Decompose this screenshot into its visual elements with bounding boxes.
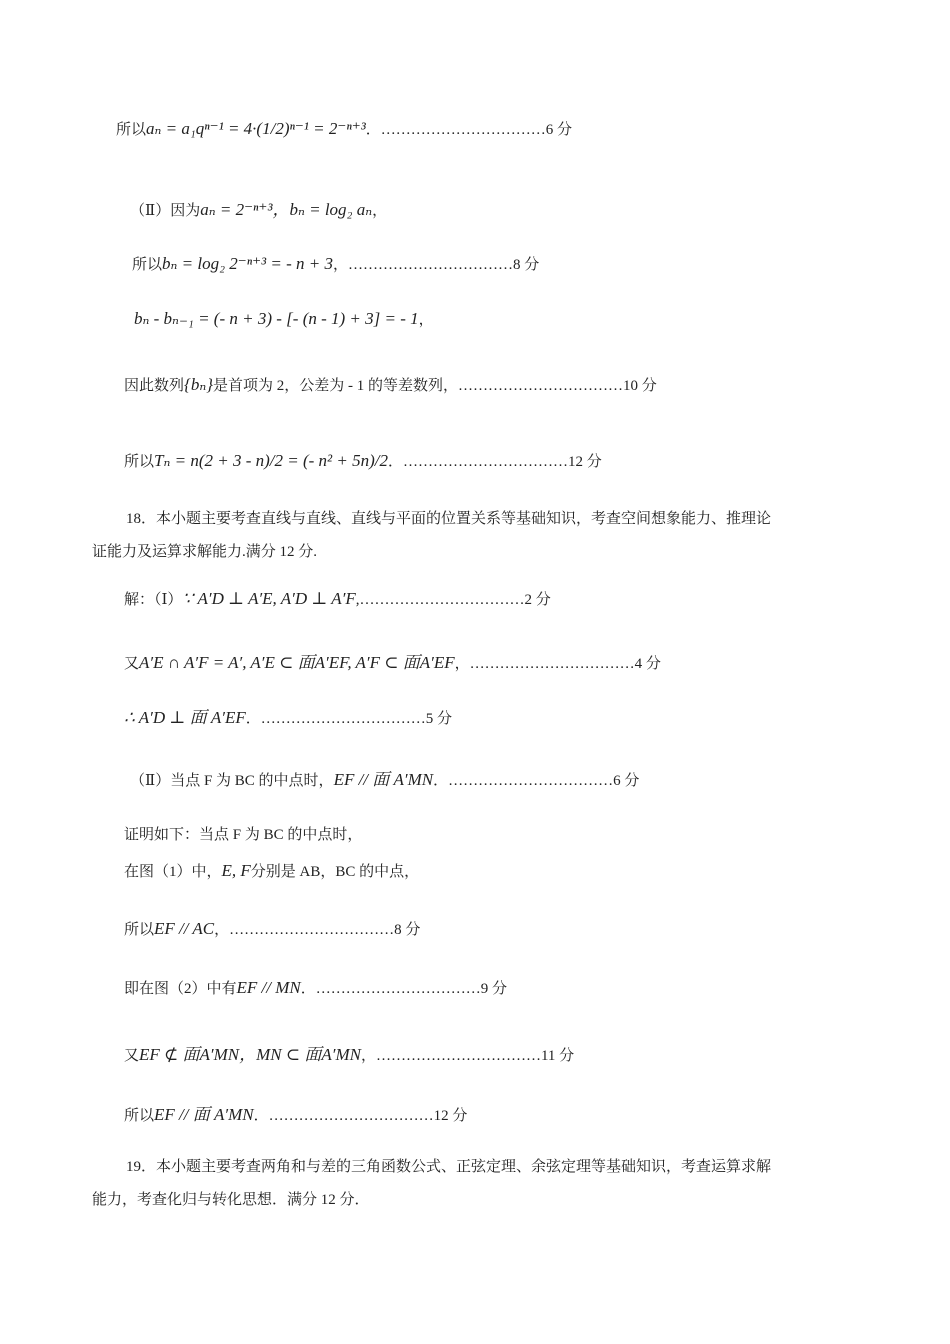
math-bn-diff: bₙ - bₙ₋₁ = (- n + 3) - [- (n - 1) + 3] = - 1	[134, 309, 419, 328]
line-ef-parallel-ac: 所以EF // AC，……………………………8 分	[124, 919, 421, 938]
math-tn: Tₙ = n(2 + 3 - n)/2 = (- n² + 5n)/2	[154, 451, 389, 470]
line-not-in-plane: 又EF ⊄ 面A′MN，MN ⊂ 面A′MN，……………………………11 分	[124, 1045, 575, 1064]
math-ef-ac: EF // AC	[154, 919, 215, 938]
line-figure1: 在图（1）中，E, F分别是 AB，BC 的中点，	[124, 861, 420, 880]
math-ef-points: E, F	[221, 861, 251, 880]
line-part2-midpoint: （Ⅱ）当点 F 为 BC 的中点时，EF // 面 A′MN．……………………………6 分	[130, 770, 640, 789]
line-bn: 所以bₙ = log₂ 2⁻ⁿ⁺³ = - n + 3，……………………………8 分	[132, 254, 540, 273]
math-ad-perp-plane: ∴ A′D ⊥ 面 A′EF	[124, 708, 246, 727]
line-intersection: 又A′E ∩ A′F = A′, A′E ⊂ 面A′EF, A′F ⊂ 面A′EF，……………………………4 分	[124, 653, 661, 672]
math-conclusion: EF // 面 A′MN	[154, 1105, 254, 1124]
line-arithmetic-sequence: 因此数列{bₙ}是首项为 2，公差为 - 1 的等差数列，……………………………10 分	[124, 375, 657, 394]
line-tn: 所以Tₙ = n(2 + 3 - n)/2 = (- n² + 5n)/2．……………………………12 分	[124, 451, 602, 470]
line-solution-part1: 解：（Ⅰ）∵ A′D ⊥ A′E, A′D ⊥ A′F,……………………………2 分	[124, 589, 551, 608]
math-an: aₙ = a₁qⁿ⁻¹ = 4·(1/2)ⁿ⁻¹ = 2⁻ⁿ⁺³	[146, 119, 366, 138]
math-perpendicular: ∵ A′D ⊥ A′E, A′D ⊥ A′F	[182, 589, 356, 608]
line-part2-because: （Ⅱ）因为aₙ = 2⁻ⁿ⁺³，bₙ = log₂ aₙ，	[130, 200, 388, 219]
math-bn: bₙ = log₂ 2⁻ⁿ⁺³ = - n + 3	[162, 254, 334, 273]
math-ef-parallel-plane: EF // 面 A′MN	[333, 770, 434, 789]
line-ef-parallel-mn: 即在图（2）中有EF // MN．……………………………9 分	[124, 978, 507, 997]
line-therefore-perpendicular: ∴ A′D ⊥ 面 A′EF．……………………………5 分	[124, 708, 453, 727]
problem-19-intro: 19．本小题主要考查两角和与差的三角函数公式、正弦定理、余弦定理等基础知识，考查运算求解 能力，考查化归与转化思想．满分 12 分．	[92, 1159, 772, 1208]
math-an-bn: aₙ = 2⁻ⁿ⁺³，bₙ = log₂ aₙ	[200, 200, 373, 219]
math-ef-mn: EF // MN	[236, 978, 301, 997]
math-bn-set: {bₙ}	[184, 375, 214, 394]
math-intersection: A′E ∩ A′F = A′, A′E ⊂ 面A′EF, A′F ⊂ 面A′EF	[139, 653, 455, 672]
math-not-subset: EF ⊄ 面A′MN，MN ⊂ 面A′MN	[139, 1045, 361, 1064]
line-proof-intro: 证明如下：当点 F 为 BC 的中点时，	[124, 827, 363, 843]
line-bn-difference: bₙ - bₙ₋₁ = (- n + 3) - [- (n - 1) + 3] = - 1，	[134, 309, 434, 328]
line-conclusion: 所以EF // 面 A′MN．……………………………12 分	[124, 1105, 468, 1124]
line-an-formula: 所以aₙ = a₁qⁿ⁻¹ = 4·(1/2)ⁿ⁻¹ = 2⁻ⁿ⁺³．……………………………6 分	[116, 119, 573, 138]
problem-18-intro: 18．本小题主要考查直线与直线、直线与平面的位置关系等基础知识，考查空间想象能力、推理论 证能力及运算求解能力.满分 12 分.	[92, 511, 772, 560]
